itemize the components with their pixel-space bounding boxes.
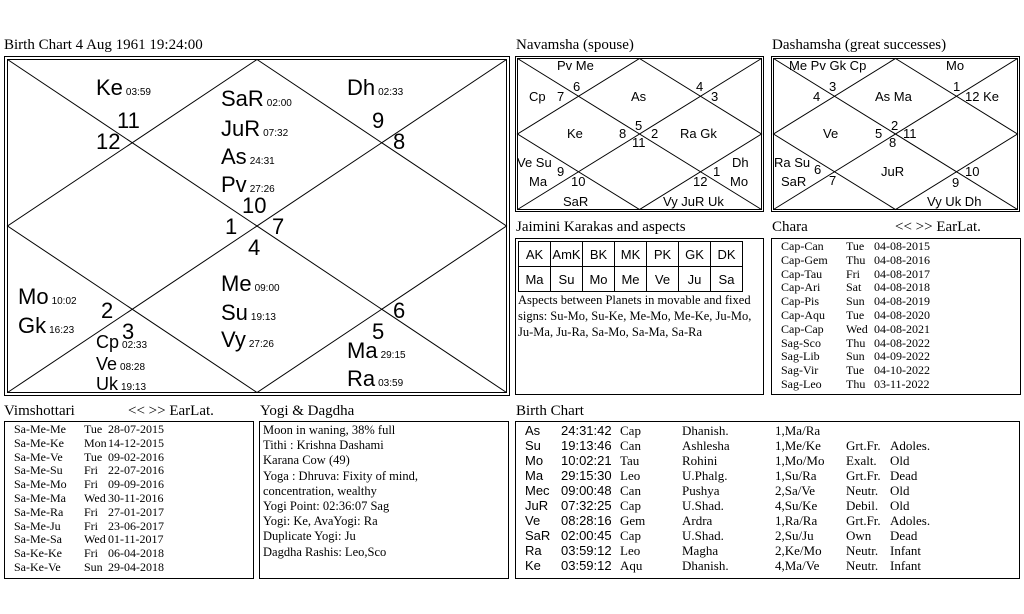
nav-h11: Ra Gk (680, 126, 717, 141)
cell-avastha: Dead (890, 468, 918, 483)
das-sign-7: 7 (829, 173, 837, 188)
birth-table-row (525, 543, 1015, 558)
yogi-line: Moon in waning, 38% full (263, 423, 396, 437)
period-date: 03-11-2022 (874, 376, 930, 391)
period-date: 28-07-2015 (108, 422, 164, 436)
bc-planet-ke: Ke 03:59 (96, 75, 151, 100)
bc-planet-pv: Pv 27:26 (221, 172, 275, 197)
cell-planet: Mo (525, 453, 544, 468)
bc-sign-5: 5 (372, 319, 385, 344)
period-weekday: Thu (846, 376, 866, 391)
das-right-12ke: 12 Ke (965, 89, 999, 104)
birth-table-rows (525, 423, 1015, 573)
period-date: 14-12-2015 (108, 435, 164, 450)
nav-sign-11: 11 (632, 135, 646, 150)
period-weekday: Tue (846, 363, 865, 378)
period-label: Sa-Ke-Ve (14, 559, 61, 574)
nav-sign-2: 2 (651, 126, 659, 141)
karaka-value: Su (551, 267, 583, 292)
cell-planet: Ma (525, 468, 544, 483)
period-label: Sa-Me-Ju (14, 518, 61, 533)
cell-avastha: Adoles. (890, 513, 931, 528)
chara-row (781, 240, 1011, 254)
cell-avastha: Old (890, 453, 910, 468)
karaka-header: AK (519, 242, 551, 267)
period-weekday: Fri (84, 546, 99, 561)
birth-table-row (525, 438, 1015, 453)
cell-sign: Aqu (620, 558, 643, 573)
period-weekday: Tue (846, 239, 865, 253)
dashamsha-title: Dashamsha (great successes) (772, 37, 947, 53)
karaka-header: MK (615, 242, 647, 267)
chara-row (781, 295, 1011, 309)
cell-longitude: 07:32:25 (561, 498, 612, 513)
cell-longitude: 03:59:12 (561, 543, 612, 558)
cell-pada-lords: 4,Ma/Ve (775, 558, 820, 573)
cell-longitude: 10:02:21 (561, 453, 612, 468)
period-date: 04-08-2017 (874, 266, 930, 281)
nav-h2: Cp (529, 89, 546, 104)
cell-avastha: Infant (890, 543, 922, 558)
bc-planet-sar: SaR 02:00 (221, 86, 292, 111)
das-top: Me Pv Gk Cp (789, 58, 867, 73)
jaimini-title: Jaimini Karakas and aspects (516, 219, 686, 235)
navamsha-diagram (515, 56, 764, 212)
vimshottari-row (14, 492, 244, 506)
period-weekday: Sun (846, 294, 865, 309)
chara-row (781, 254, 1011, 268)
cell-pada-lords: 4,Su/Ke (775, 498, 818, 513)
period-label: Cap-Gem (781, 252, 828, 267)
period-label: Sa-Me-Ve (14, 449, 63, 464)
cell-nakshatra: Ashlesha (682, 438, 730, 453)
nav-sign-7: 7 (557, 89, 565, 104)
cell-sign: Cap (620, 423, 641, 438)
karaka-header: BK (583, 242, 615, 267)
yogi-line: Yoga : Dhruva: Fixity of mind, (263, 468, 418, 483)
cell-longitude: 08:28:16 (561, 513, 612, 528)
vimshottari-row (14, 451, 244, 465)
period-date: 04-10-2022 (874, 363, 930, 378)
bc-sign-3: 3 (122, 319, 135, 344)
karaka-value: Ve (647, 267, 679, 292)
period-label: Sag-Leo (781, 376, 822, 391)
period-label: Sa-Me-Ra (14, 504, 64, 519)
bc-planet-jur: JuR 07:32 (221, 116, 289, 141)
das-h3-line1: Ra Su (774, 155, 811, 170)
period-label: Sa-Me-Me (14, 422, 66, 436)
birth-table-row (525, 423, 1015, 438)
cell-planet: Ra (525, 543, 542, 558)
cell-planet: Ve (525, 513, 541, 528)
period-date: 04-08-2021 (874, 321, 930, 336)
bc-planet-su: Su 19:13 (221, 300, 276, 325)
birth-table-row (525, 513, 1015, 528)
cell-longitude: 24:31:42 (561, 423, 612, 438)
cell-avastha: Dead (890, 528, 918, 543)
period-label: Cap-Aqu (781, 307, 825, 322)
chara-row (781, 281, 1011, 295)
nav-sign-5: 5 (635, 118, 643, 133)
cell-planet: Su (525, 438, 541, 453)
cell-sign: Can (620, 438, 641, 453)
cell-dignity: Neutr. (846, 543, 879, 558)
chara-nav-controls[interactable]: << >> EarLat. (895, 219, 981, 235)
dashamsha-diagram (771, 56, 1020, 212)
karaka-value: Ju (679, 267, 711, 292)
period-label: Cap-Pis (781, 294, 820, 309)
period-weekday: Fri (84, 477, 99, 492)
nav-h10: Vy JuR Uk (663, 194, 724, 209)
yogi-line: concentration, wealthy (263, 483, 377, 498)
cell-planet: Mec (525, 483, 550, 498)
cell-dignity: Grt.Fr. (846, 468, 881, 483)
bc-planet-mo: Mo 10:02 (18, 284, 77, 309)
bc-sign-4: 4 (248, 235, 261, 260)
cell-nakshatra: Dhanish. (682, 423, 729, 438)
chara-row (781, 350, 1011, 364)
jaimini-panel (515, 238, 764, 395)
period-weekday: Thu (846, 252, 866, 267)
birth-table-row (525, 498, 1015, 513)
period-date: 30-11-2016 (108, 490, 164, 505)
bc-planet-as: As 24:31 (221, 144, 275, 169)
period-weekday: Wed (84, 490, 106, 505)
period-label: Cap-Tau (781, 266, 823, 281)
das-sign-5: 5 (875, 126, 883, 141)
birth-table-title: Birth Chart (516, 403, 584, 419)
period-label: Sa-Me-Su (14, 463, 63, 478)
birth-table-row (525, 483, 1015, 498)
yogi-line: Tithi : Krishna Dashami (263, 438, 384, 453)
cell-dignity: Grt.Fr. (846, 513, 881, 528)
nav-sign-10: 10 (571, 174, 586, 189)
karaka-header: DK (711, 242, 743, 267)
das-sign-2: 2 (891, 118, 899, 133)
period-label: Sag-Vir (781, 363, 819, 378)
period-date: 29-04-2018 (108, 559, 164, 574)
cell-longitude: 19:13:46 (561, 438, 612, 453)
cell-dignity: Own (846, 528, 872, 543)
cell-pada-lords: 2,Su/Ju (775, 528, 814, 543)
cell-dignity: Exalt. (846, 453, 877, 468)
cell-dignity: Grt.Fr. (846, 438, 881, 453)
period-date: 01-11-2017 (108, 532, 164, 547)
period-weekday: Sun (84, 559, 103, 574)
das-sign-9: 9 (952, 175, 960, 190)
das-sign-1: 1 (953, 79, 961, 94)
chara-row (781, 323, 1011, 337)
cell-sign: Cap (620, 498, 641, 513)
cell-avastha: Infant (890, 558, 922, 573)
period-weekday: Sun (846, 349, 865, 364)
yogi-line: Yogi Point: 02:36:07 Sag (263, 499, 390, 514)
bc-planet-ra: Ra 03:59 (347, 366, 404, 391)
cell-sign: Tau (620, 453, 640, 468)
birth-chart-title: Birth Chart 4 Aug 1961 19:24:00 (4, 37, 203, 53)
vimshottari-row (14, 506, 244, 520)
cell-pada-lords: 1,Su/Ra (775, 468, 817, 483)
birth-table-row (525, 453, 1015, 468)
karaka-header: AmK (551, 242, 583, 267)
chara-list (781, 240, 1011, 392)
cell-nakshatra: Pushya (682, 483, 720, 498)
cell-planet: As (525, 423, 541, 438)
period-weekday: Tue (84, 422, 103, 436)
yogi-lines (263, 423, 418, 560)
vimshottari-row (14, 561, 244, 575)
yogi-line: Karana Cow (49) (263, 453, 350, 468)
chara-title: Chara (772, 219, 808, 235)
period-date: 09-02-2016 (108, 449, 164, 464)
birth-table-row (525, 558, 1015, 573)
period-date: 04-08-2020 (874, 307, 930, 322)
cell-pada-lords: 1,Me/Ke (775, 438, 821, 453)
nav-h3-line2: Ma (529, 174, 548, 189)
cell-sign: Gem (620, 513, 646, 528)
karaka-header: GK (679, 242, 711, 267)
cell-nakshatra: Magha (682, 543, 719, 558)
bc-sign-9: 9 (372, 108, 385, 133)
period-label: Sa-Ke-Ke (14, 546, 62, 561)
period-date: 06-04-2018 (108, 546, 164, 561)
cell-longitude: 29:15:30 (561, 468, 612, 483)
bc-sign-7: 7 (272, 214, 285, 239)
chara-row (781, 309, 1011, 323)
das-sign-8: 8 (889, 135, 897, 150)
period-date: 04-08-2015 (874, 239, 930, 253)
cell-longitude: 03:59:12 (561, 558, 612, 573)
vimshottari-nav-controls[interactable]: << >> EarLat. (128, 403, 214, 419)
period-label: Cap-Can (781, 239, 824, 253)
cell-nakshatra: U.Shad. (682, 528, 724, 543)
bc-sign-11: 11 (117, 108, 140, 133)
bc-sign-1: 1 (225, 214, 238, 239)
period-weekday: Mon (84, 435, 107, 450)
chara-row (781, 378, 1011, 392)
vimshottari-row (14, 547, 244, 561)
period-label: Cap-Cap (781, 321, 824, 336)
period-weekday: Thu (846, 335, 866, 350)
yogi-panel (259, 421, 509, 579)
chara-row (781, 364, 1011, 378)
bc-planet-vy: Vy 27:26 (221, 327, 274, 352)
period-label: Cap-Ari (781, 280, 821, 295)
period-date: 04-08-2016 (874, 252, 930, 267)
cell-avastha: Adoles. (890, 438, 931, 453)
cell-dignity: Neutr. (846, 483, 879, 498)
das-sign-10: 10 (965, 164, 980, 179)
vimshottari-panel (4, 421, 254, 579)
cell-avastha: Old (890, 498, 910, 513)
period-weekday: Fri (84, 504, 99, 519)
period-label: Sa-Me-Sa (14, 532, 62, 547)
period-date: 23-06-2017 (108, 518, 164, 533)
nav-sign-12: 12 (693, 174, 708, 189)
das-h9: Vy Uk Dh (927, 194, 982, 209)
cell-longitude: 09:00:48 (561, 483, 612, 498)
cell-pada-lords: 1,Ma/Ra (775, 423, 821, 438)
das-top-right: Mo (946, 58, 965, 73)
nav-sign-6: 6 (573, 79, 581, 94)
yogi-line: Duplicate Yogi: Ju (263, 529, 356, 544)
cell-pada-lords: 1,Mo/Mo (775, 453, 825, 468)
cell-pada-lords: 1,Ra/Ra (775, 513, 818, 528)
bc-planet-uk: Uk 19:13 (96, 374, 147, 394)
period-weekday: Fri (84, 518, 99, 533)
bc-planet-ve: Ve 08:28 (96, 354, 146, 374)
navamsha-title: Navamsha (spouse) (516, 37, 634, 53)
period-weekday: Wed (846, 321, 868, 336)
period-date: 04-09-2022 (874, 349, 930, 364)
nav-sign-9: 9 (557, 164, 565, 179)
period-date: 27-01-2017 (108, 504, 164, 519)
period-weekday: Fri (846, 266, 861, 281)
period-label: Sag-Sco (781, 335, 821, 350)
period-weekday: Tue (84, 449, 103, 464)
das-h1: As Ma (875, 89, 912, 104)
cell-pada-lords: 2,Sa/Ve (775, 483, 816, 498)
period-label: Sa-Me-Mo (14, 477, 67, 492)
vimshottari-row (14, 533, 244, 547)
cell-sign: Can (620, 483, 641, 498)
karaka-value: Ma (519, 267, 551, 292)
nav-top: Pv Me (557, 58, 594, 73)
nav-sign-8: 8 (619, 126, 627, 141)
cell-dignity: Neutr. (846, 558, 879, 573)
nav-h9-line2: Mo (730, 174, 749, 189)
karaka-value: Me (615, 267, 647, 292)
cell-nakshatra: Ardra (682, 513, 713, 528)
das-sign-6: 6 (814, 162, 822, 177)
vimshottari-row (14, 478, 244, 492)
cell-nakshatra: U.Shad. (682, 498, 724, 513)
vimshottari-row (14, 464, 244, 478)
chara-panel (771, 238, 1021, 395)
cell-sign: Cap (620, 528, 641, 543)
cell-sign: Leo (620, 543, 641, 558)
birth-table-row (525, 468, 1015, 483)
chara-row (781, 268, 1011, 282)
karaka-header: PK (647, 242, 679, 267)
bc-sign-2: 2 (101, 298, 114, 323)
bc-planet-me: Me 09:00 (221, 271, 280, 296)
cell-sign: Leo (620, 468, 641, 483)
yogi-line: Dagdha Rashis: Leo,Sco (263, 544, 387, 559)
yogi-line: Yogi: Ke, AvaYogi: Ra (263, 514, 378, 529)
bc-planet-cp: Cp 02:33 (96, 332, 148, 352)
nav-h9-line1: Dh (732, 155, 749, 170)
vimshottari-row (14, 520, 244, 534)
karaka-value: Sa (711, 267, 743, 292)
period-date: 22-07-2016 (108, 463, 164, 478)
bc-sign-12: 12 (96, 129, 121, 154)
cell-nakshatra: U.Phalg. (682, 468, 728, 483)
period-label: Sa-Me-Ma (14, 490, 66, 505)
das-left-4: 4 (813, 89, 821, 104)
nav-h4: Ke (567, 126, 583, 141)
cell-nakshatra: Dhanish. (682, 558, 729, 573)
period-weekday: Tue (846, 307, 865, 322)
cell-planet: SaR (525, 528, 551, 543)
nav-h1: As (631, 89, 647, 104)
cell-avastha: Old (890, 483, 910, 498)
cell-planet: Ke (525, 558, 541, 573)
period-weekday: Sat (846, 280, 862, 295)
nav-h5: SaR (563, 194, 589, 209)
period-weekday: Fri (84, 463, 99, 478)
vimshottari-row (14, 423, 244, 437)
period-date: 09-09-2016 (108, 477, 164, 492)
birth-table-panel (515, 421, 1020, 579)
bc-planet-ma: Ma 29:15 (347, 338, 406, 363)
period-date: 04-08-2018 (874, 280, 930, 295)
cell-pada-lords: 2,Ke/Mo (775, 543, 822, 558)
cell-dignity: Debil. (846, 498, 879, 513)
karaka-value: Mo (583, 267, 615, 292)
bc-sign-10: 10 (242, 193, 267, 218)
karaka-table (518, 241, 743, 292)
das-h3-line2: SaR (781, 174, 807, 189)
chara-row (781, 337, 1011, 351)
bc-sign-8: 8 (393, 129, 406, 154)
nav-h3-line1: Ve Su (517, 155, 552, 170)
das-h7: JuR (881, 164, 905, 179)
period-label: Sa-Me-Ke (14, 435, 64, 450)
jaimini-aspects-text: Aspects between Planets in movable and fixed signs: Su-Mo, Su-Ke, Me-Mo, Me-Ke, Ju-Mo, Ju-Ma, Ju-Ra, Sa-Mo, Sa-Ma, Sa-Ra (518, 293, 752, 339)
cell-nakshatra: Rohini (682, 453, 718, 468)
birth-chart-diagram (4, 56, 510, 396)
das-sign-3: 3 (829, 79, 837, 94)
period-date: 04-08-2022 (874, 335, 930, 350)
nav-sign-4: 4 (696, 79, 704, 94)
period-label: Sag-Lib (781, 349, 820, 364)
cell-planet: JuR (525, 498, 549, 513)
bc-planet-dh: Dh 02:33 (347, 75, 404, 100)
vimshottari-row (14, 437, 244, 451)
period-date: 04-08-2019 (874, 294, 930, 309)
vimshottari-list (14, 423, 244, 575)
bc-planet-gk: Gk 16:23 (18, 313, 75, 338)
birth-table-row (525, 528, 1015, 543)
vimshottari-title: Vimshottari (4, 403, 75, 419)
bc-sign-6: 6 (393, 298, 406, 323)
das-h4: Ve (823, 126, 839, 141)
yogi-title: Yogi & Dagdha (260, 403, 355, 419)
nav-sign-1: 1 (713, 164, 721, 179)
das-sign-11: 11 (903, 126, 917, 141)
nav-sign-3: 3 (711, 89, 719, 104)
period-weekday: Wed (84, 532, 106, 547)
cell-longitude: 02:00:45 (561, 528, 612, 543)
